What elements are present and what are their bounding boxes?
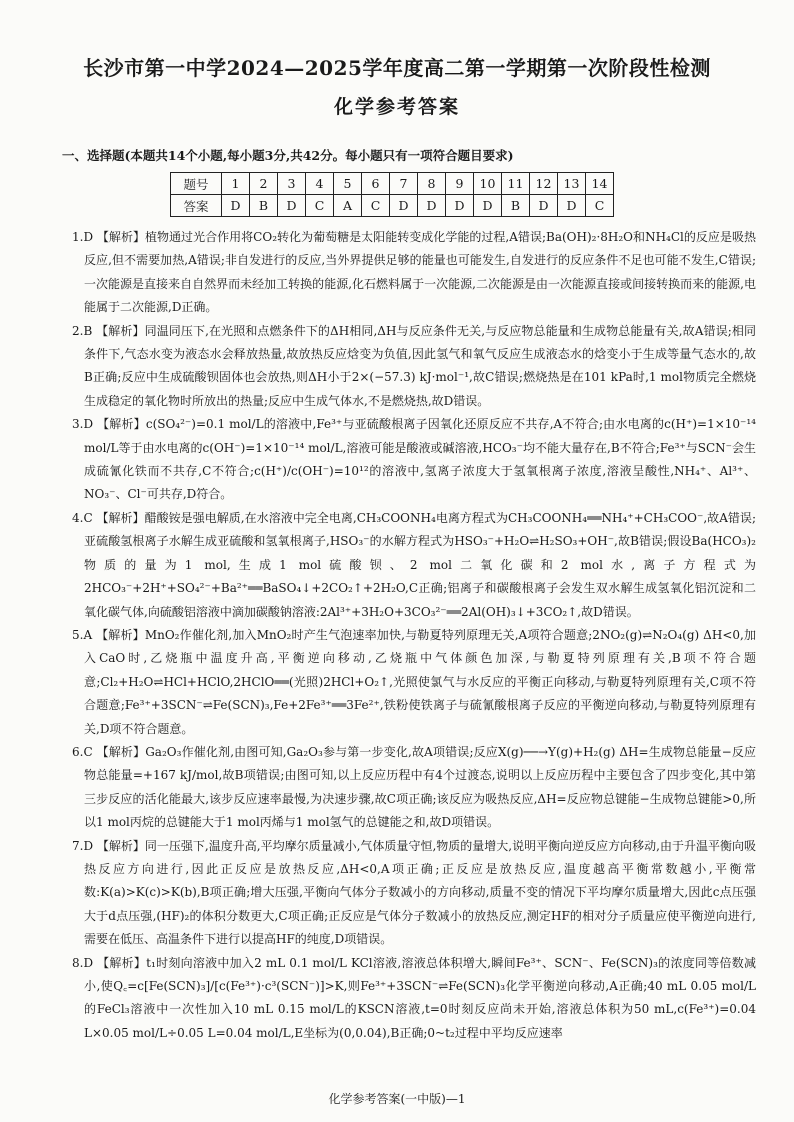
answer-cell: C xyxy=(306,195,334,217)
explanations xyxy=(72,226,756,1045)
answer-cell: D xyxy=(530,195,558,217)
question-number-row xyxy=(171,173,614,195)
question-number: 2 xyxy=(250,173,278,195)
question-number: 6 xyxy=(362,173,390,195)
answer-cell: C xyxy=(586,195,614,217)
section-heading: 一、选择题(本题共14个小题,每小题3分,共42分。每小题只有一项符合题目要求) xyxy=(62,148,514,163)
question-number: 12 xyxy=(530,173,558,195)
question-number: 14 xyxy=(586,173,614,195)
answer-cell: C xyxy=(362,195,390,217)
question-number: 9 xyxy=(446,173,474,195)
explanation-1: 1.D 【解析】植物通过光合作用将CO₂转化为葡萄糖是太阳能转变成化学能的过程,A错误;Ba(OH)₂·8H₂O和NH₄Cl的反应是吸热反应,但不需要加热,A错误;非自发进行的反应,当外界提供足够的能量也可能发生,自发进行的反应条件不足也可能不发生,C错误;一次能源是直接来自自然界而未经加工转换的能源,化石燃料属于一次能源,二次能源是由一次能源直接或间接转换而来的能源,电能属于二次能源,D正确。 xyxy=(72,230,756,315)
answer-cell: D xyxy=(278,195,306,217)
page-subtitle: 化学参考答案 xyxy=(333,96,460,118)
answer-cell: A xyxy=(334,195,362,217)
answer-cell: B xyxy=(250,195,278,217)
row-label-answer: 答案 xyxy=(171,195,222,217)
answer-table xyxy=(170,172,614,217)
answer-row xyxy=(171,195,614,217)
question-number: 8 xyxy=(418,173,446,195)
question-number: 4 xyxy=(306,173,334,195)
explanation-6: 6.C 【解析】Ga₂O₃作催化剂,由图可知,Ga₂O₃参与第一步变化,故A项错误;反应X(g)──→Y(g)+H₂(g) ΔH=生成物总能量−反应物总能量=+167 kJ/mol,故B项错误;由图可知,以上反应历程中有4个过渡态,说明以上反应历程中主要包含了四步变化,其中第三步反应的活化能最大,该步反应速率最慢,为决速步骤,故C项正确;该反应为吸热反应,ΔH=反应物总键能−生成物总键能>0,所以1 mol丙烷的总键能大于1 mol丙烯与1 mol氢气的总键能之和,故D项错误。 xyxy=(72,744,756,830)
explanation-4: 4.C 【解析】醋酸铵是强电解质,在水溶液中完全电离,CH₃COONH₄电离方程式为CH₃COONH₄══NH₄⁺+CH₃COO⁻,故A错误;亚硫酸氢根离子水解生成亚硫酸和氢氧根离子,HSO₃⁻的水解方程式为HSO₃⁻+H₂O⇌H₂SO₃+OH⁻,故B错误;假设Ba(HCO₃)₂物质的量为1 mol,生成1 mol硫酸钡、2 mol二氧化碳和2 mol水,离子方程式为2HCO₃⁻+2H⁺+SO₄²⁻+Ba²⁺══BaSO₄↓+2CO₂↑+2H₂O,C正确;铝离子和碳酸根离子会发生双水解生成氢氧化铝沉淀和二氧化碳气体,向硫酸铝溶液中滴加碳酸钠溶液:2Al³⁺+3H₂O+3CO₃²⁻══2Al(OH)₃↓+3CO₂↑,故D错误。 xyxy=(72,510,756,619)
question-number: 11 xyxy=(502,173,530,195)
answer-cell: D xyxy=(390,195,418,217)
answer-cell: D xyxy=(222,195,250,217)
explanation-3: 3.D 【解析】c(SO₄²⁻)=0.1 mol/L的溶液中,Fe³⁺与亚硫酸根离子因氧化还原反应不共存,A不符合;由水电离的c(H⁺)=1×10⁻¹⁴ mol/L等于由水电离的c(OH⁻)=1×10⁻¹⁴ mol/L,溶液可能是酸液或碱溶液,HCO₃⁻均不能大量存在,B不符合;Fe³⁺与SCN⁻会生成硫氰化铁而不共存,C不符合;c(H⁺)/c(OH⁻)=10¹²的溶液中,氢离子浓度大于氢氧根离子浓度,溶液呈酸性,NH₄⁺、Al³⁺、NO₃⁻、Cl⁻可共存,D符合。 xyxy=(72,417,756,502)
question-number: 10 xyxy=(474,173,502,195)
question-number: 13 xyxy=(558,173,586,195)
question-number: 3 xyxy=(278,173,306,195)
answer-cell: D xyxy=(446,195,474,217)
question-number: 1 xyxy=(222,173,250,195)
explanation-5: 5.A 【解析】MnO₂作催化剂,加入MnO₂时产生气泡速率加快,与勒夏特列原理无关,A项符合题意;2NO₂(g)⇌N₂O₄(g) ΔH<0,加入CaO时,乙烧瓶中温度升高,平衡逆向移动,乙烧瓶中气体颜色加深,与勒夏特列原理有关,B项不符合题意;Cl₂+H₂O⇌HCl+HClO,2HClO══(光照)2HCl+O₂↑,光照使氯气与水反应的平衡正向移动,与勒夏特列原理有关,C项不符合题意;Fe³⁺+3SCN⁻⇌Fe(SCN)₃,Fe+2Fe³⁺══3Fe²⁺,铁粉使铁离子与硫氰酸根离子反应的平衡逆向移动,与勒夏特列原理有关,D项不符合题意。 xyxy=(72,627,756,736)
explanation-8: 8.D 【解析】t₁时刻向溶液中加入2 mL 0.1 mol/L KCl溶液,溶液总体积增大,瞬间Fe³⁺、SCN⁻、Fe(SCN)₃的浓度同等倍数减小,使Q꜀=c[Fe(SCN)₃]/[c(Fe³⁺)·c³(SCN⁻)]>K,则Fe³⁺+3SCN⁻⇌Fe(SCN)₃化学平衡逆向移动,A正确;40 mL 0.05 mol/L的FeCl₃溶液中一次性加入10 mL 0.15 mol/L的KSCN溶液,t=0时刻反应尚未开始,溶液总体积为50 mL,c(Fe³⁺)=0.04 L×0.05 mol/L÷0.05 L=0.04 mol/L,E坐标为(0,0.04),B正确;0~t₂过程中平均反应速率 xyxy=(72,955,756,1040)
page-footer: 化学参考答案(一中版)—1 xyxy=(328,1092,466,1106)
answer-cell: D xyxy=(418,195,446,217)
question-number: 5 xyxy=(334,173,362,195)
explanation-7: 7.D 【解析】同一压强下,温度升高,平均摩尔质量减小,气体质量守恒,物质的量增大,说明平衡向逆反应方向移动,由于升温平衡向吸热反应方向进行,因此正反应是放热反应,ΔH<0,A项正确;正反应是放热反应,温度越高平衡常数越小,平衡常数:K(a)>K(c)>K(b),B项正确;增大压强,平衡向气体分子数减小的方向移动,质量不变的情况下平均摩尔质量增大,因此c点压强大于d点压强,(HF)₂的体积分数更大,C项正确;正反应是气体分子数减小的放热反应,测定HF的相对分子质量应使平衡逆向进行,需要在低压、高温条件下进行以提高HF的纯度,D项错误。 xyxy=(72,838,756,947)
row-label-question: 题号 xyxy=(171,173,222,195)
answer-cell: D xyxy=(558,195,586,217)
question-number: 7 xyxy=(390,173,418,195)
explanation-2: 2.B 【解析】同温同压下,在光照和点燃条件下的ΔH相同,ΔH与反应条件无关,与反应物总能量和生成物总能量有关,故A错误;相同条件下,气态水变为液态水会释放热量,故放热反应焓变为负值,因此氢气和氧气反应生成液态水的焓变小于生成等量气态水的,故B正确;反应中生成硫酸钡固体也会放热,则ΔH小于2×(−57.3) kJ·mol⁻¹,故C错误;燃烧热是在101 kPa时,1 mol物质完全燃烧生成稳定的氧化物时所放出的热量;反应中生成气体水,不是燃烧热,故D错误。 xyxy=(72,323,756,408)
page-title: 长沙市第一中学2024—2025学年度高二第一学期第一次阶段性检测 xyxy=(83,56,711,80)
answer-cell: B xyxy=(502,195,530,217)
answer-cell: D xyxy=(474,195,502,217)
